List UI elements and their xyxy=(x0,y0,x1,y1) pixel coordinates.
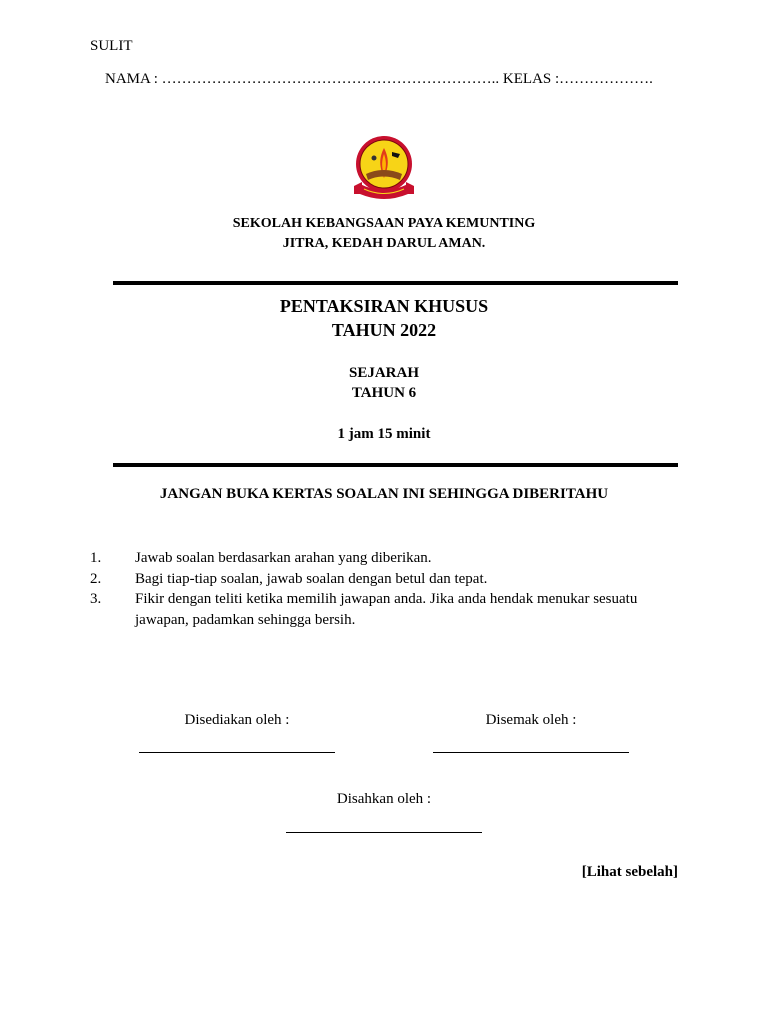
instruction-number: 2. xyxy=(90,570,102,587)
exam-title: PENTAKSIRAN KHUSUS xyxy=(279,296,489,316)
exam-grade: TAHUN 6 xyxy=(351,385,417,401)
prepared-by-signature-line xyxy=(139,752,335,753)
next-page-note: [Lihat sebelah] xyxy=(581,864,678,880)
instruction-text: Fikir dengan teliti ketika memilih jawapan anda. Jika anda hendak menukar sesuatu jawapan, padamkan sehingga bersih. xyxy=(135,591,638,628)
exam-duration: 1 jam 15 minit xyxy=(337,426,431,442)
school-crest-logo xyxy=(350,134,418,206)
classification-label: SULIT xyxy=(90,38,133,54)
prepared-by-label: Disediakan oleh : xyxy=(184,712,290,728)
top-divider xyxy=(113,281,678,285)
school-address: JITRA, KEDAH DARUL AMAN. xyxy=(282,236,486,251)
instruction-number: 1. xyxy=(90,550,102,566)
approved-by-label: Disahkan oleh : xyxy=(336,791,432,807)
bottom-divider xyxy=(113,463,678,467)
name-class-field: NAMA : ………………………………………………………….. KELAS :………………. xyxy=(105,71,653,87)
instruction-number: 3. xyxy=(90,591,102,607)
instruction-text: Bagi tiap-tiap soalan, jawab soalan dengan betul dan tepat. xyxy=(135,570,488,587)
checked-by-label: Disemak oleh : xyxy=(485,712,577,728)
warning-text: JANGAN BUKA KERTAS SOALAN INI SEHINGGA DIBERITAHU xyxy=(159,486,609,502)
instruction-item xyxy=(90,569,680,590)
instruction-text: Jawab soalan berdasarkan arahan yang diberikan. xyxy=(135,550,432,566)
approved-by-signature-line xyxy=(286,832,482,833)
instructions-list xyxy=(90,548,680,630)
checked-by-signature-line xyxy=(433,752,629,753)
school-name: SEKOLAH KEBANGSAAN PAYA KEMUNTING xyxy=(232,216,536,231)
exam-subject: SEJARAH xyxy=(348,365,419,381)
instruction-item xyxy=(90,589,680,630)
instruction-item xyxy=(90,548,680,569)
exam-year: TAHUN 2022 xyxy=(331,320,437,340)
